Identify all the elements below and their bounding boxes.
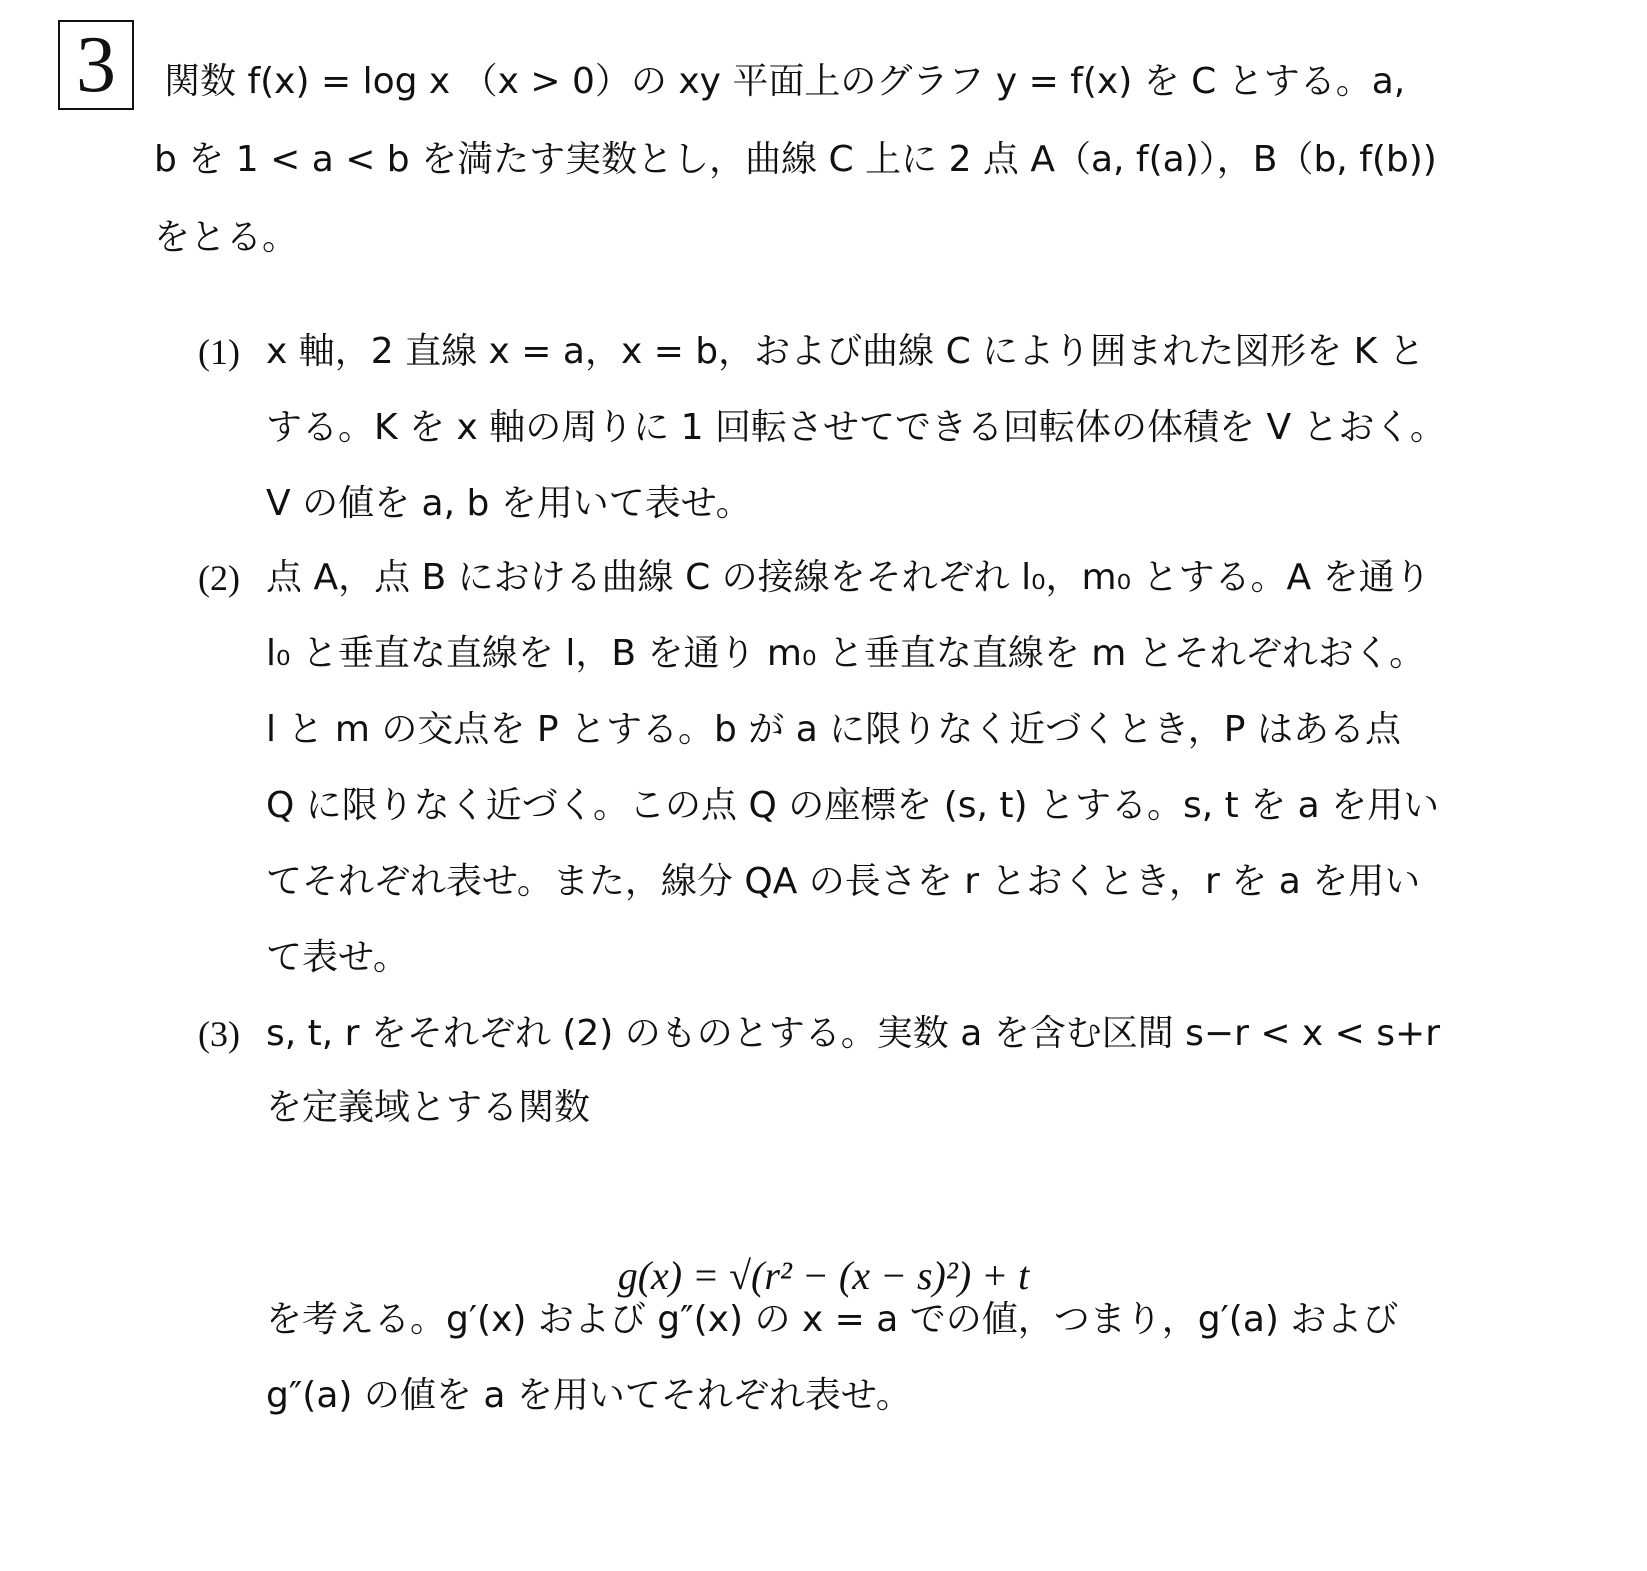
- part3-line-4: g″(a) の値を a を用いてそれぞれ表せ。: [266, 1375, 912, 1416]
- part3-line-3: を考える。g′(x) および g″(x) の x = a での値，つまり，g′(a) および: [266, 1299, 1399, 1340]
- intro-line-2: b を 1 < a < b を満たす実数とし，曲線 C 上に 2 点 A（a, f(a)），B（b, f(b)): [154, 139, 1437, 180]
- part2-line-2: l₀ と垂直な直線を l，B を通り m₀ と垂直な直線を m とそれぞれおく。: [266, 633, 1426, 674]
- part3-line-2: を定義域とする関数: [266, 1087, 591, 1128]
- part2-label: (2): [198, 558, 240, 598]
- part1-label: (1): [198, 332, 240, 372]
- part3-line-1: s, t, r をそれぞれ (2) のものとする。実数 a を含む区間 s−r < x < s+r: [266, 1013, 1441, 1054]
- part2-line-6: て表せ。: [266, 937, 409, 978]
- part1-line-3: V の値を a, b を用いて表せ。: [266, 483, 752, 524]
- intro-line-3: をとる。: [154, 217, 299, 258]
- part2-line-1: 点 A，点 B における曲線 C の接線をそれぞれ l₀，m₀ とする。A を通り: [266, 557, 1431, 598]
- part1-line-1: x 軸，2 直線 x = a，x = b，および曲線 C により囲まれた図形を K と: [266, 331, 1425, 372]
- part1-line-2: する。K を x 軸の周りに 1 回転させてできる回転体の体積を V とおく。: [266, 407, 1446, 448]
- part2-line-3: l と m の交点を P とする。b が a に限りなく近づくとき，P はある点: [266, 709, 1401, 750]
- intro-line-1: 関数 f(x) = log x （x > 0）の xy 平面上のグラフ y = f(x) を C とする。a,: [164, 61, 1406, 102]
- part2-line-5: てそれぞれ表せ。また，線分 QA の長さを r とおくとき，r を a を用い: [266, 861, 1421, 902]
- part2-line-4: Q に限りなく近づく。この点 Q の座標を (s, t) とする。s, t を a を用い: [266, 785, 1440, 826]
- function-formula: g(x) = √(r² − (x − s)²) + t: [617, 1253, 1030, 1298]
- part3-label: (3): [198, 1014, 240, 1054]
- problem-number-box: 3: [58, 20, 134, 110]
